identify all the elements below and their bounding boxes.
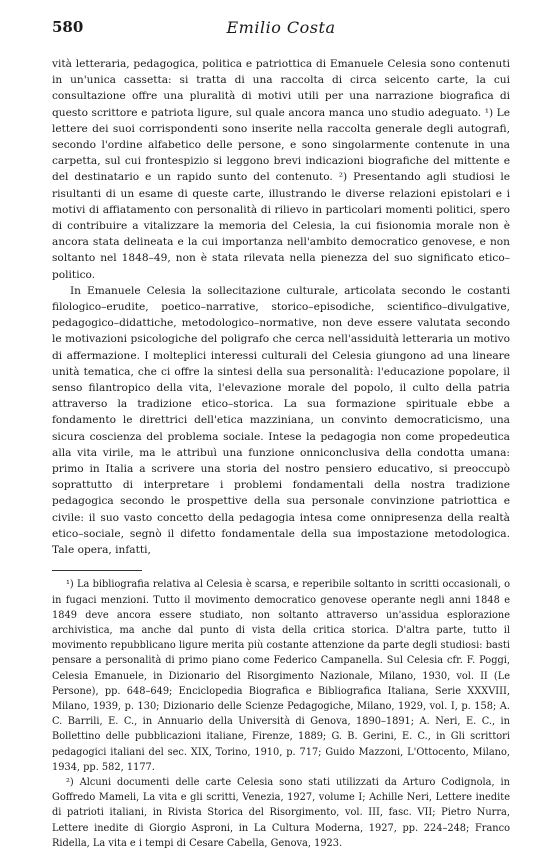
body-paragraph-2: In Emanuele Celesia la sollecitazione culturale, articolata secondo le costanti filologico–erudite, poetico–narrative, storico–episodiche, scientifico–divulgative, pedagogico–didattiche, metodologico–normative, non deve essere valutata secondo le motivazioni psicologiche del poligrafo che cerca nell'assiduità letteraria un motivo di affermazione. I molteplici interessi culturali del Celesia giungono ad una lineare unità tematica, che ci offre la sintesi della sua personalità: l'educazione popolare, il senso filantropico della vita, l'elevazione morale del popolo, il culto della patria attraverso la tradizione etico–storica. La sua formazione spirituale ebbe a fondamento le direttrici dell'etica mazziniana, un convinto democraticismo, una sicura coscienza del problema sociale. Intese la pedagogia non come propedeutica alla vita virile, ma le attribuì una funzione onniconclusiva della condotta umana: primo in Italia a scrivere una storia del nostro pensiero educativo, si preoccupò soprattutto di interpretare i problemi fondamentali della nostra tradizione pedagogica secondo le prospettive della sua personale convinzione patriottica e civile: il suo vasto concetto della pedagogia intesa come onnipresenza della realtà etico–sociale, segnò il difetto fondamentale della sua impostazione metodologica. Tale opera, infatti, [52, 284, 510, 557]
page-number: 580 [52, 18, 84, 36]
running-title: Emilio Costa [226, 18, 336, 37]
footnote-1: ¹) La bibliografia relativa al Celesia è scarsa, e reperibile soltanto in scritti occasionali, o in fugaci menzioni. Tutto il movimento democratico genovese operante negli anni 1848 e 1849 deve ancora essere studiato, non soltanto attraverso un'assidua esplorazione archivistica, ma anche dal punto di vista della critica storica. D'altra parte, tutto il movimento repubblicano ligure merita più costante attenzione da parte degli studiosi: basti pensare a personalità di primo piano come Federico Campanella. Sul Celesia cfr. F. Poggi, Celesia Emanuele, in Dizionario del Risorgimento Nazionale, Milano, 1930, vol. II (Le Persone), pp. 648–649; Enciclopedia Biografica e Bibliografica Italiana, Serie XXXVIII, Milano, 1939, p. 130; Dizionario delle Scienze Pedagogiche, Milano, 1929, vol. I, p. 158; A. C. Barrili, E. C., in Annuario della Università di Genova, 1890–1891; A. Neri, E. C., in Bollettino delle pubblicazioni italiane, Firenze, 1889; G. B. Gerini, E. C., in Gli scrittori pedagogici italiani del sec. XIX, Torino, 1910, p. 717; Guido Mazzoni, L'Ottocento, Milano, 1934, pp. 582, 1177. [52, 579, 510, 773]
footnote-2: ²) Alcuni documenti delle carte Celesia sono stati utilizzati da Arturo Codignola, in Goffredo Mameli, La vita e gli scritti, Venezia, 1927, volume I; Achille Neri, Lettere inedite di patrioti italiani, in Rivista Storica del Risorgimento, vol. III, fasc. VII; Pietro Nurra, Lettere inedite di Giorgio Asproni, in La Cultura Moderna, 1927, pp. 224–248; Franco Ridella, La vita e i tempi di Cesare Cabella, Genova, 1923. [52, 776, 510, 849]
running-head [52, 14, 510, 40]
footnotes [52, 577, 510, 851]
footnote-divider [52, 570, 142, 571]
body-paragraph-1: vità letteraria, pedagogica, politica e patriottica di Emanuele Celesia sono contenuti in un'unica cassetta: si tratta di una raccolta di circa seicento carte, la cui consultazione offre una pluralità di motivi utili per una narrazione biografica di questo scrittore e patriota ligure, sul quale ancora manca uno studio adeguato. ¹) Le lettere dei suoi corrispondenti sono inserite nella raccolta generale degli autografi, secondo l'ordine alfabetico delle persone, e sono singolarmente contenute in una carpetta, sul cui frontespizio si leggono brevi indicazioni biografiche del mittente e del destinatario e un rapido sunto del contenuto. ²) Presentando agli studiosi le risultanti di un esame di queste carte, illustrando le diverse relazioni epistolari e i motivi di affiatamento con personalità di rilievo in particolari momenti politici, spero di contribuire a vitalizzare la memoria del Celesia, la cui fisionomia morale non è ancora stata delineata e la cui importanza nell'ambito democratico genovese, e non soltanto nel 1848–49, non è stata rilevata nella pienezza del suo significato etico–politico. [52, 58, 510, 281]
body-text [52, 56, 510, 558]
